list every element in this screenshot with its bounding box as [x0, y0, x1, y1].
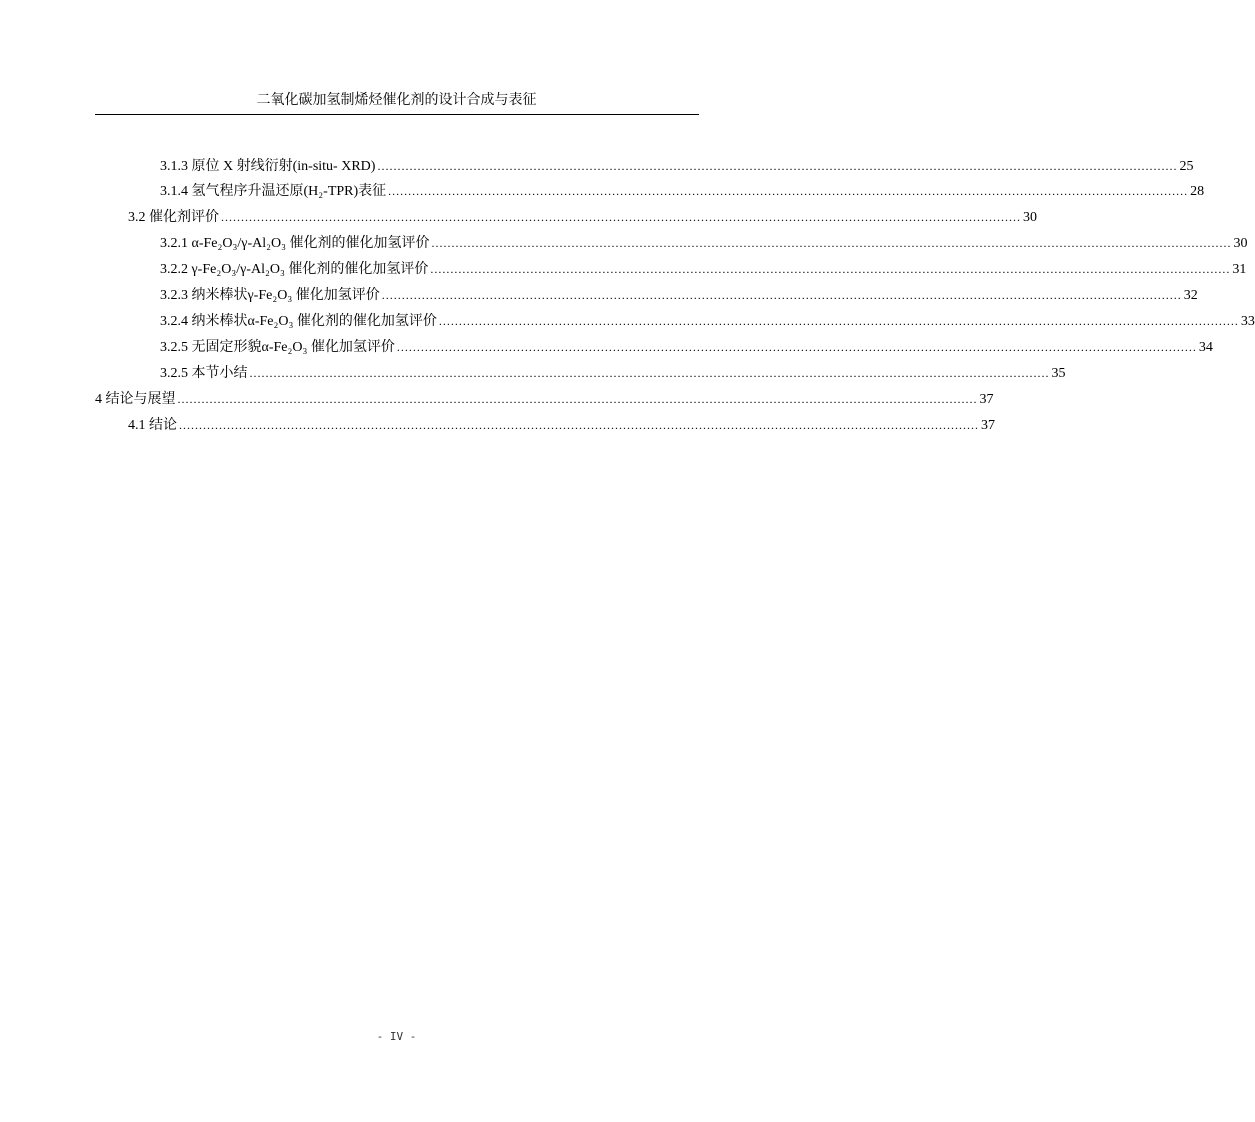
toc-entry-text: 4 结论与展望	[95, 392, 176, 407]
running-header-title: 二氧化碳加氢制烯烃催化剂的设计合成与表征	[256, 93, 537, 108]
toc-entry-text: 3.2.2 γ-Fe₂O₃/γ-Al₂O₃ 催化剂的催化加氢评价	[160, 262, 429, 277]
toc-entry-text: 3.2.5 无固定形貌α-Fe₂O₃ 催化加氢评价	[160, 340, 395, 355]
toc-entry-text: 4.1 结论	[128, 418, 177, 433]
toc-leader-dots: ........................................................................................................................................................................................................	[179, 418, 979, 432]
toc-entry-page: 33	[1240, 314, 1255, 329]
toc-entry-3-2-5-summary[interactable]	[160, 363, 1066, 384]
toc-entry-page: 34	[1198, 340, 1213, 355]
toc-entry-3-2-3[interactable]	[160, 285, 1198, 306]
toc-entry-3-1-4[interactable]	[160, 181, 1205, 202]
toc-entry-page: 37	[981, 418, 995, 433]
toc-entry-text: 3.2.3 纳米棒状γ-Fe₂O₃ 催化加氢评价	[160, 288, 380, 303]
toc-entry-3-2[interactable]	[128, 207, 1037, 228]
toc-entry-text: 3.2.1 α-Fe₂O₃/γ-Al₂O₃ 催化剂的催化加氢评价	[160, 236, 430, 251]
toc-entry-page: 32	[1183, 288, 1198, 303]
toc-entry-4[interactable]	[95, 389, 994, 410]
toc-leader-dots: ........................................................................................................................................................................................................	[396, 340, 1197, 354]
toc-entry-text: 3.1.4 氢气程序升温还原(H₂-TPR)表征	[160, 184, 387, 199]
toc-entry-text: 3.2.4 纳米棒状α-Fe₂O₃ 催化剂的催化加氢评价	[160, 314, 437, 329]
toc-entry-3-2-4[interactable]	[160, 311, 1255, 332]
toc-leader-dots: ........................................................................................................................................................................................................	[221, 210, 1021, 224]
toc-entry-page: 35	[1051, 366, 1066, 381]
header-rule	[95, 114, 699, 115]
toc-entry-page: 30	[1233, 236, 1248, 251]
toc-leader-dots: ........................................................................................................................................................................................................	[431, 236, 1232, 250]
toc-entry-page: 37	[979, 392, 994, 407]
toc-entry-page: 30	[1023, 210, 1037, 225]
toc-entry-page: 25	[1179, 159, 1194, 174]
toc-entry-3-1-3[interactable]	[160, 156, 1194, 177]
toc-entry-page: 31	[1232, 262, 1247, 277]
toc-leader-dots: ........................................................................................................................................................................................................	[388, 184, 1189, 198]
toc-leader-dots: ........................................................................................................................................................................................................	[249, 366, 1050, 380]
toc-entry-text: 3.2 催化剂评价	[128, 210, 219, 225]
toc-entry-4-1[interactable]	[128, 415, 995, 436]
toc-entry-3-2-1[interactable]	[160, 233, 1248, 254]
toc-entry-text: 3.2.5 本节小结	[160, 366, 248, 381]
page-number-footer: - IV -	[376, 1030, 417, 1043]
toc-entry-3-2-5[interactable]	[160, 337, 1213, 358]
toc-leader-dots: ........................................................................................................................................................................................................	[381, 288, 1182, 302]
toc-leader-dots: ........................................................................................................................................................................................................	[177, 392, 978, 406]
toc-leader-dots: ........................................................................................................................................................................................................	[438, 314, 1239, 328]
toc-leader-dots: ........................................................................................................................................................................................................	[430, 262, 1231, 276]
toc-entry-text: 3.1.3 原位 X 射线衍射(in-situ- XRD)	[160, 159, 376, 174]
toc-entry-3-2-2[interactable]	[160, 259, 1247, 280]
toc-leader-dots: ........................................................................................................................................................................................................	[377, 159, 1178, 173]
toc-entry-page: 28	[1190, 184, 1205, 199]
